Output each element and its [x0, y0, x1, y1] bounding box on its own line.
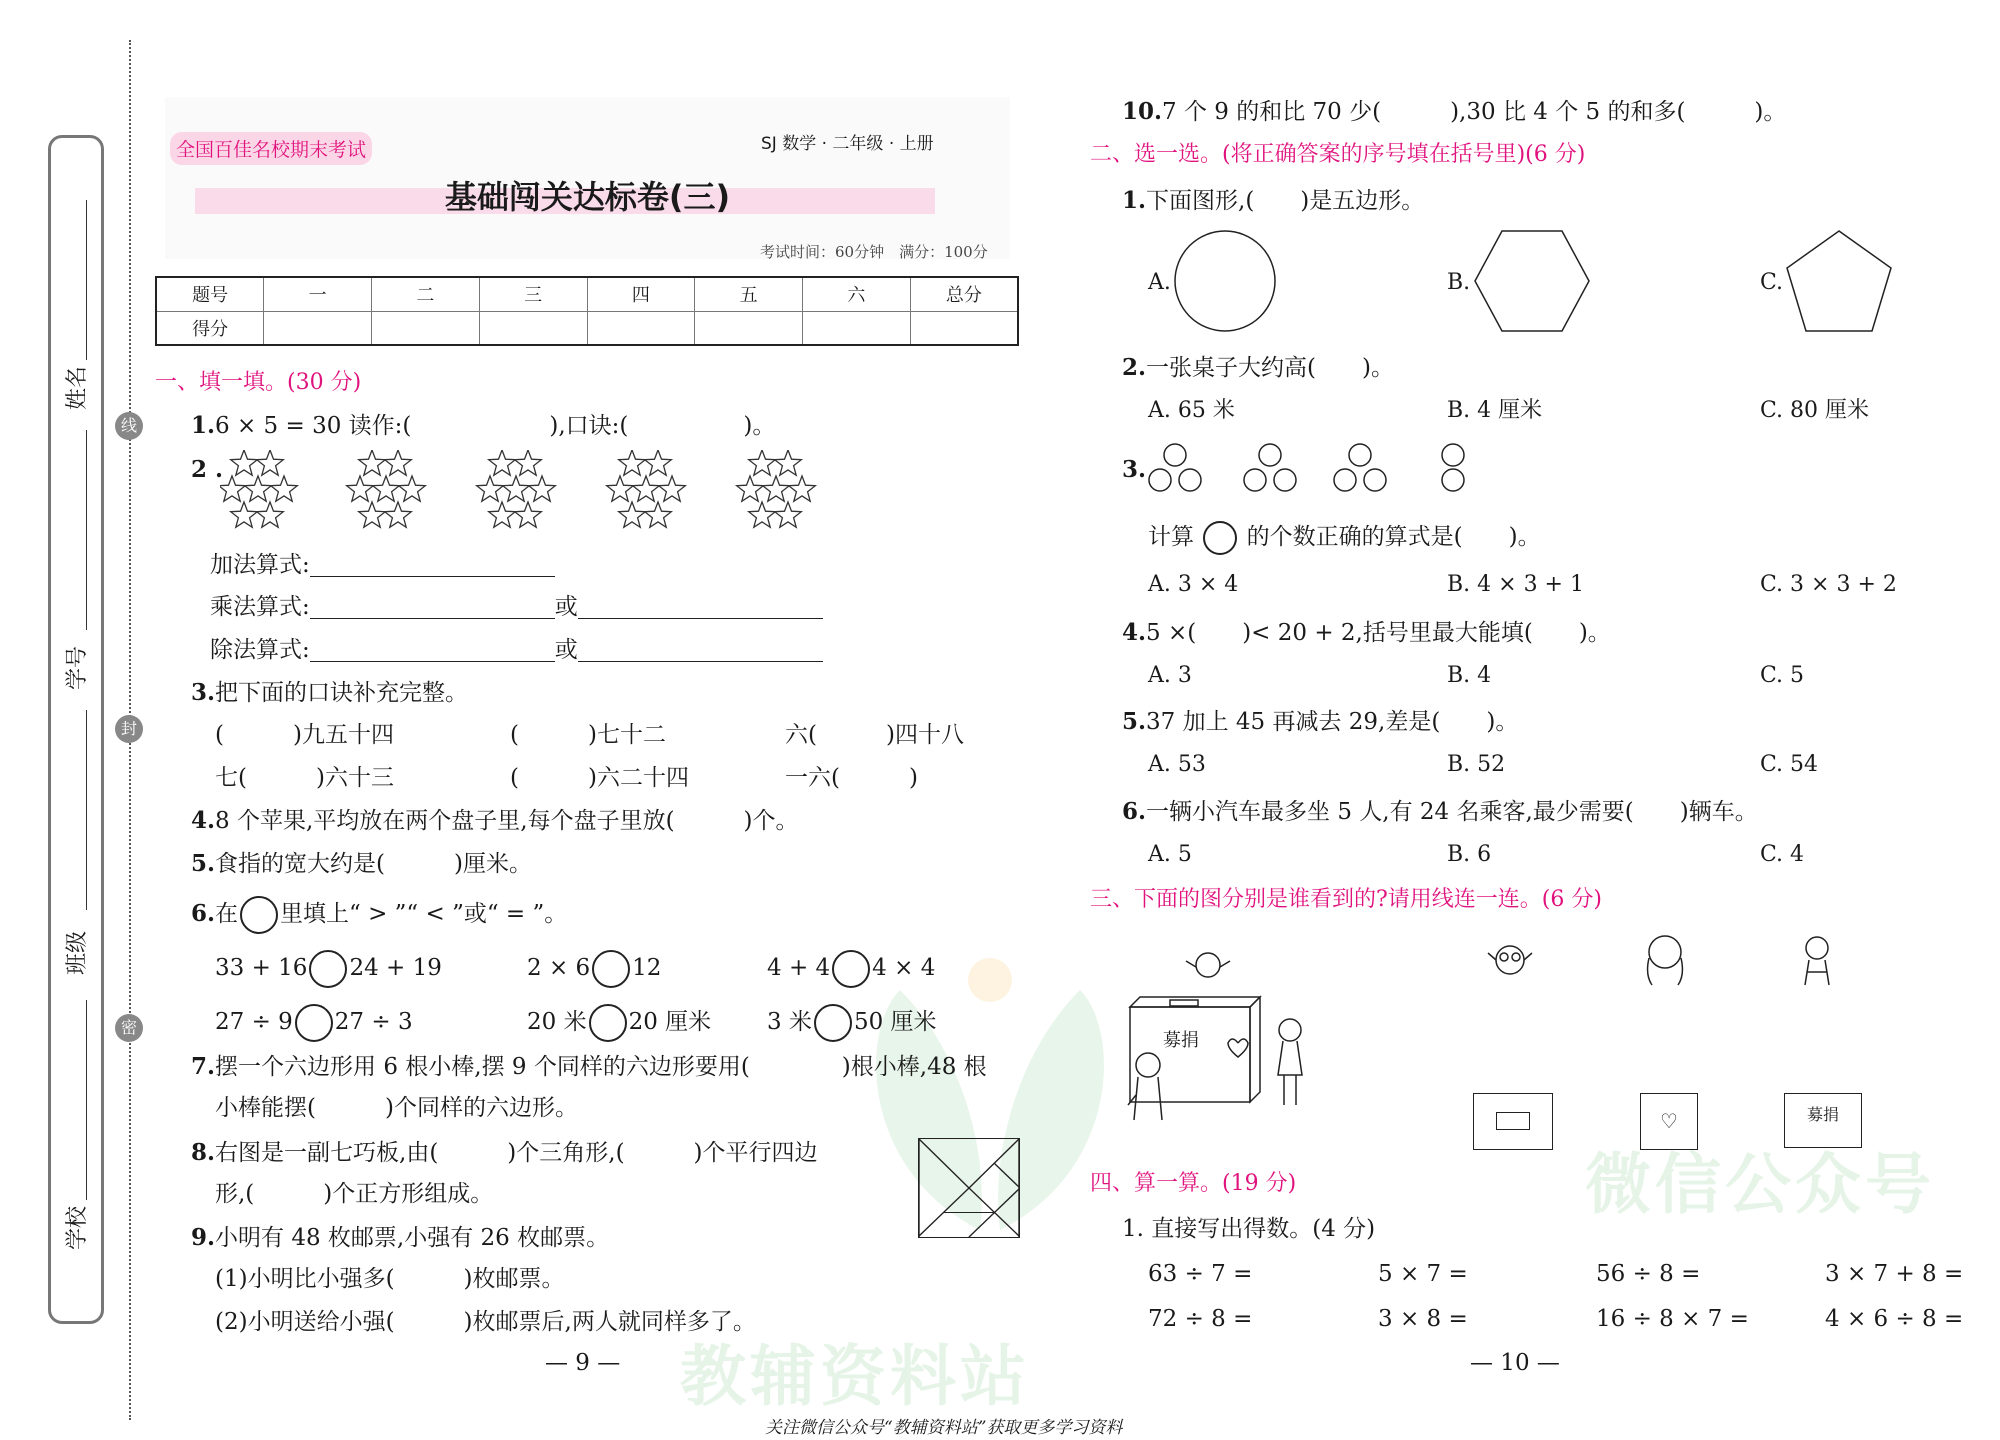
calc-item[interactable]: 5 × 7 = [1378, 1261, 1468, 1287]
addition-label: 加法算式: [210, 552, 310, 578]
boy-icon [1795, 930, 1840, 990]
rhyme-item: 一六( ) [785, 765, 918, 791]
exam-badge: 全国百佳名校期末考试 [170, 132, 372, 165]
star-icon [359, 450, 386, 475]
exam-info: 考试时间：60分钟 满分：100分 [760, 243, 988, 261]
q-number: 3. [1122, 456, 1147, 483]
question-8-line1: 右图是一副七巧板,由( )个三角形,( )个平行四边 [215, 1140, 818, 1166]
question-4-text: 8 个苹果,平均放在两个盘子里,每个盘子里放( )个。 [215, 808, 799, 834]
circle-shape-icon [1170, 228, 1280, 334]
star-icon [373, 476, 400, 501]
heart-icon: ♡ [1660, 1109, 1678, 1133]
star-icon [503, 476, 530, 501]
compare-right: 27 ÷ 3 [334, 1009, 413, 1035]
table-cell: 三 [479, 277, 587, 311]
star-icon [515, 450, 542, 475]
seal-xian: 线 [115, 412, 143, 440]
footer-note: 关注微信公众号“教辅资料站”获取更多学习资料 [765, 1418, 1123, 1438]
compare-right: 24 + 19 [349, 955, 442, 981]
school-label: 学校 [65, 1205, 90, 1250]
star-icon [749, 450, 776, 475]
compare-left: 33 + 16 [215, 955, 308, 981]
calc-item[interactable]: 72 ÷ 8 = [1148, 1306, 1253, 1332]
star-icon [763, 476, 790, 501]
or-label: 或 [554, 637, 578, 663]
option-c[interactable]: C. 80 厘米 [1760, 398, 1870, 423]
table-cell: 二 [372, 277, 480, 311]
q-number: 6. [191, 900, 216, 927]
question-6-post: 里填上“ > ”“ < ”或“ = ”。 [280, 901, 568, 927]
view-side-option[interactable] [1640, 1093, 1698, 1150]
table-cell: 四 [587, 277, 695, 311]
division-answer-line[interactable] [310, 643, 555, 662]
page-title: 基础闯关达标卷(三) [444, 178, 731, 216]
choice-question-text: 37 加上 45 再减去 29,差是( )。 [1146, 709, 1519, 735]
box-label: 募捐 [1163, 1030, 1199, 1051]
q-number: 4. [1122, 619, 1147, 646]
multiplication-answer-line[interactable] [578, 600, 823, 619]
question-7-line1: 摆一个六边形用 6 根小棒,摆 9 个同样的六边形要用( )根小棒,48 根 [215, 1054, 987, 1080]
table-row [156, 277, 1018, 311]
star-icon [347, 476, 374, 501]
seal-feng: 封 [115, 715, 143, 743]
q-number: 5. [1122, 708, 1147, 735]
star-icon [515, 502, 542, 527]
star-icon [399, 476, 426, 501]
compare-right: 50 厘米 [853, 1009, 937, 1035]
calc-item[interactable]: 63 ÷ 7 = [1148, 1261, 1253, 1287]
star-icon [271, 476, 298, 501]
score-cell[interactable] [910, 311, 1018, 345]
star-icon [645, 502, 672, 527]
score-cell[interactable] [264, 311, 372, 345]
compare-left: 27 ÷ 9 [215, 1009, 293, 1035]
q-number: 8. [191, 1139, 216, 1166]
table-cell: 总分 [910, 277, 1018, 311]
table-cell: 一 [264, 277, 372, 311]
watermark-line2: 教辅资料站 [680, 1338, 1030, 1415]
q-number: 7. [191, 1053, 216, 1080]
question-7-line2: 小棒能摆( )个同样的六边形。 [215, 1095, 578, 1121]
star-icon [737, 476, 764, 501]
rhyme-item: ( )九五十四 [215, 722, 394, 748]
question-1-text: 6 × 5 = 30 读作:( ),口诀:( )。 [215, 413, 776, 439]
score-cell[interactable] [803, 311, 911, 345]
star-icon [231, 502, 258, 527]
option-c[interactable]: C. 54 [1760, 752, 1819, 777]
section2-title: 二、选一选。(将正确答案的序号填在括号里)(6 分) [1090, 142, 1586, 167]
q-number: 2 . [191, 456, 224, 483]
star-icon [749, 502, 776, 527]
score-cell[interactable] [695, 311, 803, 345]
choice-question-pre: 计算 [1148, 524, 1194, 550]
hexagon-shape-icon [1472, 228, 1592, 334]
table-cell: 题号 [156, 277, 264, 311]
school-line [86, 1000, 87, 1200]
compare-circle-input[interactable] [592, 950, 630, 988]
student-id-label: 学号 [65, 645, 90, 690]
compare-circle-input[interactable] [589, 1004, 627, 1042]
question-3-text: 把下面的口诀补充完整。 [215, 680, 469, 706]
slot-icon [1496, 1112, 1530, 1130]
option-b[interactable]: B. 4 [1447, 663, 1492, 688]
choice-question-text: 5 ×( )< 20 + 2,括号里最大能填( )。 [1146, 620, 1611, 646]
star-icon [659, 476, 686, 501]
score-cell[interactable] [372, 311, 480, 345]
star-icon [231, 450, 258, 475]
name-line [86, 200, 87, 360]
pentagon-shape-icon [1784, 228, 1894, 334]
calc-item[interactable]: 3 × 7 + 8 = [1825, 1261, 1964, 1287]
option-a[interactable]: A. 5 [1148, 842, 1192, 867]
calc-item[interactable]: 56 ÷ 8 = [1596, 1261, 1701, 1287]
choice-question-text: 下面图形,( )是五边形。 [1146, 188, 1425, 214]
section4-title: 四、算一算。(19 分) [1090, 1171, 1297, 1196]
rhyme-item: 七( )六十三 [215, 765, 394, 791]
option-c[interactable]: C. 5 [1760, 663, 1805, 688]
option-a[interactable]: A. 3 × 4 [1148, 572, 1239, 597]
star-icon [385, 450, 412, 475]
option-a[interactable]: A. 53 [1148, 752, 1206, 777]
option-a[interactable]: A. 3 [1148, 663, 1192, 688]
multiplication-answer-line[interactable] [310, 600, 555, 619]
section3-title: 三、下面的图分别是谁看到的?请用线连一连。(6 分) [1090, 887, 1602, 912]
compare-circle-input[interactable] [309, 950, 347, 988]
q-number: 9. [191, 1224, 216, 1251]
star-icon [633, 476, 660, 501]
id-line [86, 430, 87, 630]
option-b[interactable]: B. [1447, 270, 1471, 295]
table-cell: 六 [803, 277, 911, 311]
subject-label: SJ 数学 · 二年级 · 上册 [761, 134, 934, 154]
star-icon [775, 502, 802, 527]
owl-icon [1485, 935, 1535, 985]
option-b[interactable]: B. 6 [1447, 842, 1492, 867]
question-6-pre: 在 [215, 901, 239, 927]
compare-right: 12 [632, 955, 662, 981]
compare-left: 20 米 [527, 1009, 587, 1035]
donation-box-scene [1120, 945, 1330, 1145]
star-icon [775, 450, 802, 475]
star-icon [645, 450, 672, 475]
circle-icon [240, 896, 278, 934]
option-b[interactable]: B. 4 厘米 [1447, 398, 1543, 423]
table-row [156, 311, 1018, 345]
view-front-option[interactable] [1473, 1093, 1553, 1150]
star-icon [607, 476, 634, 501]
student-info-box [48, 135, 104, 1324]
star-icon [529, 476, 556, 501]
q-number: 1. [191, 412, 216, 439]
option-c[interactable]: C. [1760, 270, 1784, 295]
star-icon [257, 502, 284, 527]
star-icon [489, 502, 516, 527]
or-label: 或 [554, 594, 578, 620]
star-icon [245, 476, 272, 501]
score-cell[interactable] [479, 311, 587, 345]
view-label-text: 募捐 [1806, 1105, 1839, 1124]
star-icon [477, 476, 504, 501]
table-cell: 五 [695, 277, 803, 311]
rhyme-item: 六( )四十八 [785, 722, 964, 748]
page-number-right: — 10 — [1470, 1350, 1560, 1376]
star-icon [385, 502, 412, 527]
compare-circle-input[interactable] [295, 1004, 333, 1042]
circle-icon [1203, 521, 1237, 555]
star-icon [489, 450, 516, 475]
compare-left: 2 × 6 [527, 955, 591, 981]
calc-item[interactable]: 16 ÷ 8 × 7 = [1596, 1306, 1749, 1332]
star-icon [359, 502, 386, 527]
question-9-sub2: (2)小明送给小强( )枚邮票后,两人就同样多了。 [215, 1309, 756, 1335]
score-cell[interactable] [587, 311, 695, 345]
rhyme-item: ( )六二十四 [510, 765, 689, 791]
rhyme-item: ( )七十二 [510, 722, 666, 748]
addition-answer-line[interactable] [310, 558, 555, 577]
compare-left: 4 + 4 [767, 955, 831, 981]
q-number: 5. [191, 850, 216, 877]
choice-question-text: 一张桌子大约高( )。 [1146, 355, 1394, 381]
page-number-left: — 9 — [545, 1350, 621, 1376]
question-9-sub1: (1)小明比小强多( )枚邮票。 [215, 1266, 565, 1292]
star-icon [789, 476, 816, 501]
question-10-text: 7 个 9 的和比 70 少( ),30 比 4 个 5 的和多( )。 [1162, 99, 1787, 125]
q-number: 1. [1122, 187, 1147, 214]
q-number: 4. [191, 807, 216, 834]
girl-back-icon [1640, 930, 1690, 990]
calc-item[interactable]: 4 × 6 ÷ 8 = [1825, 1306, 1964, 1332]
option-b[interactable]: B. 4 × 3 + 1 [1447, 572, 1584, 597]
option-a[interactable]: A. [1148, 270, 1171, 295]
question-5-text: 食指的宽大约是( )厘米。 [215, 851, 532, 877]
star-groups [220, 450, 860, 535]
watermark-line1: 微信公众号 [1585, 1146, 1935, 1223]
class-line [86, 710, 87, 910]
option-a[interactable]: A. 65 米 [1148, 398, 1235, 423]
option-b[interactable]: B. 52 [1447, 752, 1506, 777]
compare-circle-input[interactable] [832, 950, 870, 988]
question-9-text: 小明有 48 枚邮票,小强有 26 枚邮票。 [215, 1225, 610, 1251]
compare-right: 20 厘米 [628, 1009, 712, 1035]
calc-item[interactable]: 3 × 8 = [1378, 1306, 1468, 1332]
q-number: 10. [1122, 98, 1163, 125]
name-label: 姓名 [65, 365, 90, 410]
table-cell: 得分 [156, 311, 264, 345]
option-c[interactable]: C. 4 [1760, 842, 1805, 867]
star-icon [619, 502, 646, 527]
division-label: 除法算式: [210, 637, 310, 663]
q-number: 2. [1122, 354, 1147, 381]
q-number: 3. [191, 679, 216, 706]
q-number: 6. [1122, 798, 1147, 825]
compare-left: 3 米 [767, 1009, 812, 1035]
question-8-line2: 形,( )个正方形组成。 [215, 1181, 494, 1207]
tangram-figure [918, 1138, 1020, 1238]
star-icon [220, 476, 245, 501]
choice-question-text: 一辆小汽车最多坐 5 人,有 24 名乘客,最少需要( )辆车。 [1146, 799, 1758, 825]
section1-title: 一、填一填。(30 分) [155, 370, 362, 395]
multiplication-label: 乘法算式: [210, 594, 310, 620]
division-answer-line[interactable] [578, 643, 823, 662]
option-c[interactable]: C. 3 × 3 + 2 [1760, 572, 1897, 597]
compare-circle-input[interactable] [814, 1004, 852, 1042]
seal-mi: 密 [115, 1014, 143, 1042]
score-table [155, 276, 1019, 346]
choice-question-post: 的个数正确的算式是( )。 [1246, 524, 1541, 550]
view-label-option[interactable] [1784, 1093, 1862, 1148]
star-icon [257, 450, 284, 475]
class-label: 班级 [65, 930, 90, 975]
circle-groups-figure [1145, 440, 1485, 500]
compare-right: 4 × 4 [872, 955, 936, 981]
calc-instruction: 1. 直接写出得数。(4 分) [1122, 1216, 1376, 1242]
star-icon [619, 450, 646, 475]
